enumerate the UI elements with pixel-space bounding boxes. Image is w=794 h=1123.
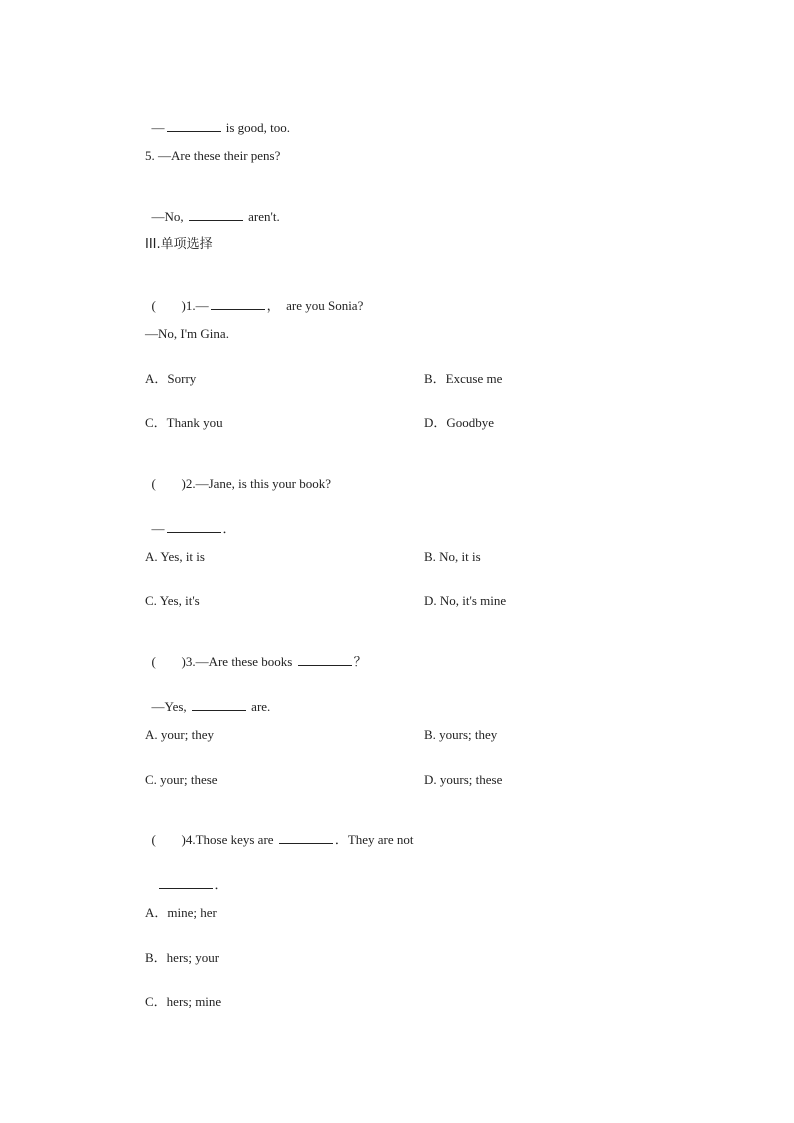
option-d: D．Goodbye (424, 415, 495, 430)
answer-text: aren't. (244, 209, 280, 224)
dash: — (151, 521, 165, 536)
fill-blank (192, 699, 246, 711)
period: ． (222, 521, 236, 536)
answer-prefix: —Yes, (151, 699, 190, 714)
option-b: B. yours; they (424, 727, 498, 742)
mc-question-1 (145, 282, 363, 314)
option-c: C．Thank you (145, 415, 223, 430)
option-a: A．mine; her (145, 905, 217, 920)
question-text: )3.—Are these books (181, 654, 296, 669)
paren-open: ( (151, 654, 156, 669)
paren-open: ( (151, 298, 156, 313)
mc-question-2-dialog (145, 505, 236, 537)
fill-blank (189, 209, 243, 221)
question-mark: ？ (353, 654, 367, 669)
option-a: A．Sorry (145, 371, 197, 386)
option-a: A. Yes, it is (145, 549, 205, 564)
fill-blank (167, 521, 221, 533)
fill-blank (167, 120, 221, 132)
option-b: B．Excuse me (424, 371, 503, 386)
dash: — (151, 120, 165, 135)
fill-blank (298, 654, 352, 666)
mc-question-4-continued (150, 861, 228, 893)
mc-question-3-dialog (145, 683, 270, 715)
mc-question-4 (145, 816, 414, 848)
fill-blank (279, 832, 333, 844)
question-5: 5. —Are these their pens? (145, 148, 281, 163)
answer-text: are. (247, 699, 271, 714)
answer-line-5 (145, 193, 280, 225)
answer-text: is good, too. (222, 120, 291, 135)
answer-line-4 (145, 104, 290, 136)
paren-open: ( (151, 476, 156, 491)
fill-blank (211, 298, 265, 310)
mc-question-2 (145, 460, 331, 492)
option-c: C．hers; mine (145, 994, 222, 1009)
mc-question-3 (145, 638, 367, 670)
question-text: )4.Those keys are (181, 832, 277, 847)
option-a: A. your; they (145, 727, 214, 742)
question-text: )1.— (181, 298, 209, 313)
question-text: )2.—Jane, is this your book? (181, 476, 331, 491)
option-c: C. your; these (145, 772, 218, 787)
fill-blank (159, 877, 213, 889)
section-heading: III.单项选择 (145, 237, 213, 252)
answer-prefix: —No, (151, 209, 187, 224)
option-b: B. No, it is (424, 549, 481, 564)
option-c: C. Yes, it's (145, 593, 200, 608)
question-text: ．They are not (334, 832, 414, 847)
option-d: D. No, it's mine (424, 593, 507, 608)
option-b: B．hers; your (145, 950, 220, 965)
period: ． (214, 877, 228, 892)
mc-question-1-dialog: —No, I'm Gina. (145, 326, 229, 341)
question-text: ， are you Sonia? (266, 298, 364, 313)
option-d: D. yours; these (424, 772, 503, 787)
paren-open: ( (151, 832, 156, 847)
